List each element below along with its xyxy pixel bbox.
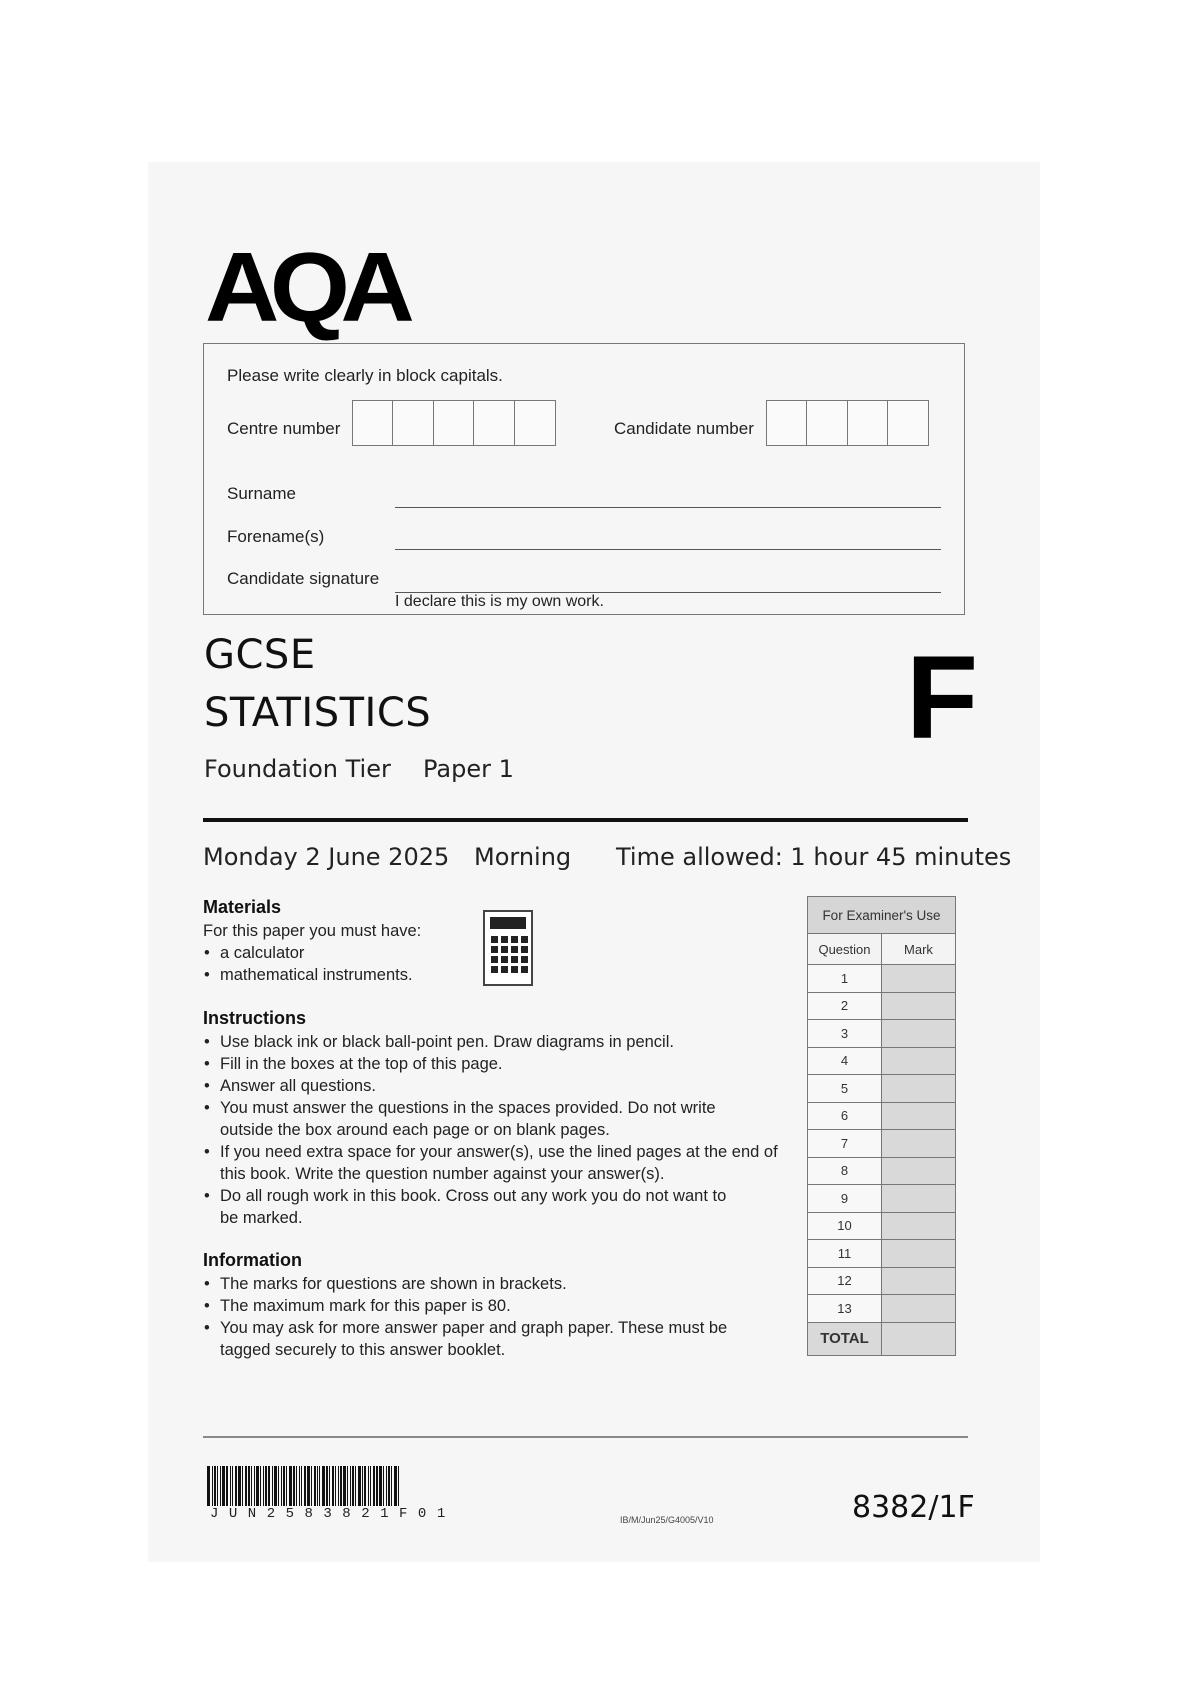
mark-cell[interactable] [882, 1130, 956, 1158]
table-row [808, 1020, 956, 1048]
question-column-header: Question [808, 934, 882, 965]
mark-cell[interactable] [882, 1075, 956, 1103]
table-row [808, 1047, 956, 1075]
mark-column-header: Mark [882, 934, 956, 965]
total-mark-cell[interactable] [882, 1322, 956, 1355]
list-item: • a calculator [203, 942, 473, 964]
mark-cell[interactable] [882, 1240, 956, 1268]
centre-number-label: Centre number [227, 419, 341, 438]
candidate-number-digit[interactable] [847, 400, 889, 446]
question-number: 4 [808, 1047, 882, 1075]
aqa-logo: AQA [205, 232, 406, 342]
table-row [808, 1267, 956, 1295]
instructions-heading: Instructions [203, 1008, 307, 1028]
centre-number-field[interactable] [353, 400, 556, 446]
table-row [808, 1130, 956, 1158]
centre-number-digit[interactable] [433, 400, 475, 446]
table-row [808, 1157, 956, 1185]
materials-section [203, 920, 473, 986]
subject-title: STATISTICS [204, 690, 432, 736]
list-item: • You must answer the questions in the spaces provided. Do not write outside the box around each page or on blank pages. [203, 1097, 793, 1141]
table-row [808, 1185, 956, 1213]
question-number: 5 [808, 1075, 882, 1103]
forenames-label: Forename(s) [227, 527, 325, 546]
question-number: 10 [808, 1212, 882, 1240]
materials-intro: For this paper you must have: [203, 922, 422, 940]
mark-cell[interactable] [882, 1295, 956, 1323]
mark-cell[interactable] [882, 1157, 956, 1185]
mark-cell[interactable] [882, 992, 956, 1020]
list-item: • Do all rough work in this book. Cross out any work you do not want to be marked. [203, 1185, 793, 1229]
exam-session: Morning [474, 843, 572, 871]
qualification-title: GCSE [204, 632, 316, 678]
list-item: • Answer all questions. [203, 1075, 793, 1097]
table-row [808, 1322, 956, 1355]
question-number: 13 [808, 1295, 882, 1323]
materials-heading: Materials [203, 897, 282, 917]
total-label: TOTAL [808, 1322, 882, 1355]
candidate-details-box [203, 343, 965, 615]
table-row [808, 965, 956, 993]
table-row [808, 1075, 956, 1103]
paper-number: Paper 1 [423, 755, 514, 783]
question-number: 8 [808, 1157, 882, 1185]
candidate-number-digit[interactable] [766, 400, 808, 446]
candidate-number-field[interactable] [767, 400, 929, 446]
list-item: • You may ask for more answer paper and graph paper. These must be tagged securely to this answer booklet. [203, 1317, 763, 1361]
list-item: • The maximum mark for this paper is 80. [203, 1295, 763, 1317]
candidate-number-digit[interactable] [806, 400, 848, 446]
mark-cell[interactable] [882, 1267, 956, 1295]
surname-field[interactable] [395, 507, 941, 508]
centre-number-digit[interactable] [352, 400, 394, 446]
question-number: 11 [808, 1240, 882, 1268]
mark-cell[interactable] [882, 1212, 956, 1240]
list-item: • mathematical instruments. [203, 964, 473, 986]
own-work-declaration: I declare this is my own work. [395, 593, 604, 610]
footer-divider [203, 1436, 968, 1438]
mark-cell[interactable] [882, 1020, 956, 1048]
instructions-list [203, 1031, 793, 1229]
barcode-number: JUN2583821F01 [210, 1506, 456, 1522]
table-row [808, 1102, 956, 1130]
mark-cell[interactable] [882, 1047, 956, 1075]
paper-code: 8382/1F [852, 1490, 975, 1525]
mark-cell[interactable] [882, 965, 956, 993]
table-row [808, 1212, 956, 1240]
materials-list [203, 942, 473, 986]
question-number: 12 [808, 1267, 882, 1295]
signature-label: Candidate signature [227, 569, 380, 588]
candidate-number-digit[interactable] [887, 400, 929, 446]
question-number: 7 [808, 1130, 882, 1158]
document-reference: IB/M/Jun25/G4005/V10 [620, 1515, 714, 1525]
list-item: • If you need extra space for your answer(s), use the lined pages at the end of this book. Write the question number against your answer(s). [203, 1141, 793, 1185]
tier-letter: F [906, 632, 979, 764]
surname-label: Surname [227, 484, 296, 503]
table-row [808, 1240, 956, 1268]
question-number: 3 [808, 1020, 882, 1048]
candidate-number-label: Candidate number [614, 419, 754, 438]
information-heading: Information [203, 1250, 302, 1270]
list-item: • The marks for questions are shown in brackets. [203, 1273, 763, 1295]
list-item: • Fill in the boxes at the top of this page. [203, 1053, 793, 1075]
centre-number-digit[interactable] [514, 400, 556, 446]
block-capitals-instruction: Please write clearly in block capitals. [227, 366, 503, 385]
barcode-icon [207, 1466, 517, 1506]
exam-date: Monday 2 June 2025 [203, 843, 450, 871]
tier-name: Foundation Tier [204, 755, 391, 783]
question-number: 1 [808, 965, 882, 993]
table-row [808, 992, 956, 1020]
information-list [203, 1273, 763, 1361]
forenames-field[interactable] [395, 549, 941, 550]
calculator-icon [483, 910, 533, 986]
table-row [808, 1295, 956, 1323]
examiner-table-title: For Examiner's Use [808, 897, 956, 934]
question-number: 9 [808, 1185, 882, 1213]
mark-cell[interactable] [882, 1102, 956, 1130]
mark-cell[interactable] [882, 1185, 956, 1213]
title-divider [203, 818, 968, 822]
question-number: 2 [808, 992, 882, 1020]
question-number: 6 [808, 1102, 882, 1130]
list-item: • Use black ink or black ball-point pen. Draw diagrams in pencil. [203, 1031, 793, 1053]
time-allowed: Time allowed: 1 hour 45 minutes [616, 843, 1012, 871]
examiner-use-table [807, 896, 956, 1356]
centre-number-digit[interactable] [392, 400, 434, 446]
centre-number-digit[interactable] [473, 400, 515, 446]
